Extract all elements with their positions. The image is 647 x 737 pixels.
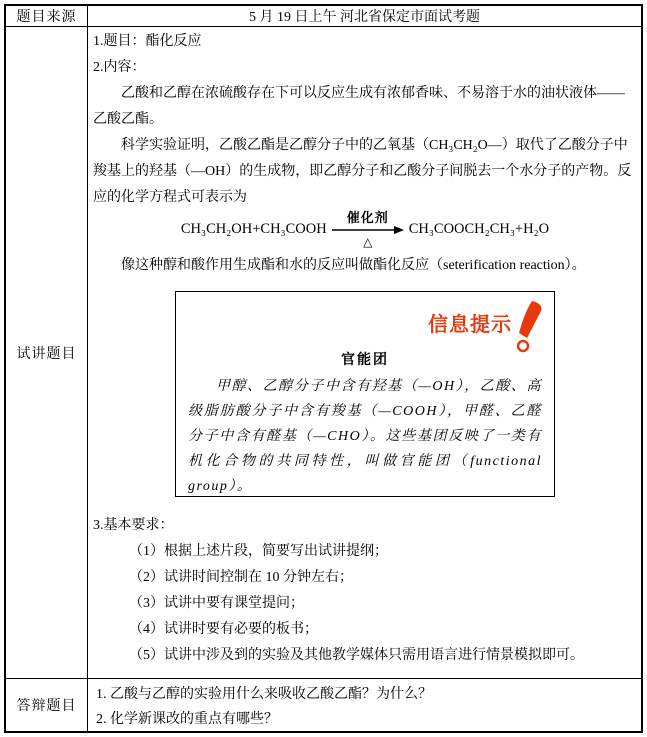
content-label: 2.内容：: [93, 60, 146, 75]
info-tip-box: [175, 291, 555, 497]
defense-question-1: 1. 乙酸与乙醇的实验用什么来吸收乙酸乙酯？为什么？: [96, 687, 432, 702]
chemical-equation: [93, 211, 637, 247]
heat-symbol: △: [363, 234, 373, 249]
info-tip-logo-text: 信息提示: [428, 314, 512, 336]
info-tip-logo: [428, 300, 544, 354]
paragraph-1: 乙酸和乙醇在浓硫酸存在下可以反应生成有浓郁香味、不易溶于水的油状液体——乙酸乙酯。: [93, 86, 625, 127]
defense-topic-content: [88, 679, 641, 731]
requirement-item-1: （1）根据上述片段，简要写出试讲提纲；: [129, 544, 388, 559]
info-box-body: 甲醇、乙醇分子中含有羟基（—OH），乙酸、高级脂肪酸分子中含有羧基（—COOH），甲醛、乙醛分子中含有醛基（—CHO）。这些基团反映了一类有机化合物的共同特性，叫做官能团（functional group）。: [188, 379, 542, 494]
lecture-topic-label: 试讲题目: [6, 27, 88, 679]
lecture-topic-content: [88, 27, 641, 679]
requirement-item-2: （2）试讲时间控制在 10 分钟左右；: [129, 570, 353, 585]
paragraph-2: 科学实验证明，乙酸乙酯是乙醇分子中的乙氧基（CH₃CH₂O—）取代了乙酸分子中羧基上的羟基（—OH）的生成物，即乙醇分子和乙酸分子间脱去一个水分子的产物。反应的化学方程式可表示为: [93, 138, 632, 205]
source-title: 5 月 19 日上午 河北省保定市面试考题: [88, 6, 641, 27]
exclamation-icon: [512, 300, 544, 354]
source-label: 题目来源: [6, 6, 88, 27]
requirement-item-4: （4）试讲时要有必要的板书；: [129, 622, 318, 637]
paragraph-3: 像这种醇和酸作用生成酯和水的反应叫做酯化反应（seterification reaction）。: [121, 258, 586, 273]
question-table: [4, 4, 643, 733]
requirements-label: 3.基本要求：: [93, 518, 174, 533]
topic-line: 1.题目：酯化反应: [93, 34, 202, 49]
equation-reactants: CH₃CH₂OH+CH₃COOH: [180, 220, 327, 237]
right-arrow-icon: [332, 225, 404, 235]
defense-question-2: 2. 化学新课改的重点有哪些？: [96, 712, 278, 727]
reaction-arrow: [332, 211, 404, 248]
catalyst-label: 催化剂: [346, 209, 389, 225]
info-box-title: 官能团: [341, 353, 389, 368]
requirement-item-5: （5）试讲中涉及到的实验及其他教学媒体只需用语言进行情景模拟即可。: [129, 648, 584, 663]
equation-products: CH₃COOCH₂CH₃+H₂O: [408, 220, 550, 237]
defense-topic-label: 答辩题目: [6, 679, 88, 731]
requirement-item-3: （3）试讲中要有课堂提问；: [129, 596, 304, 611]
